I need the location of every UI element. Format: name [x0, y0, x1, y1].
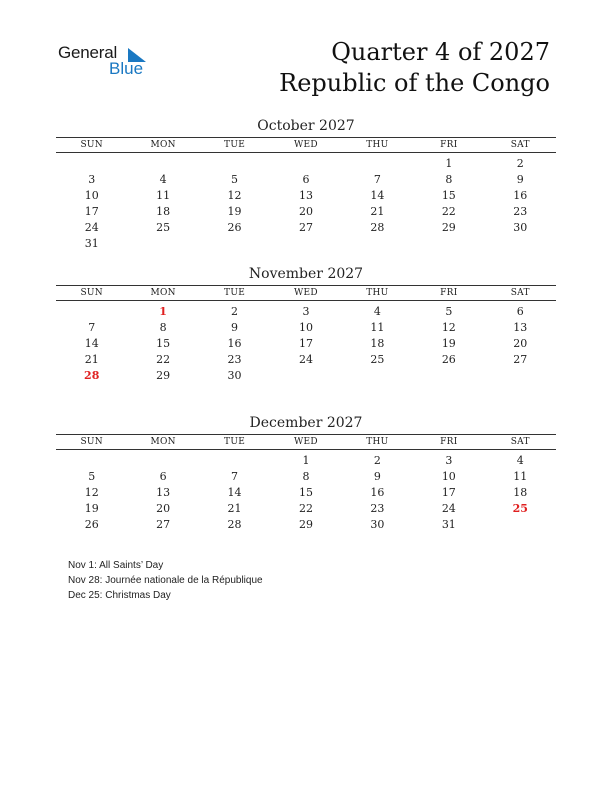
month-title: October 2027 [257, 118, 355, 134]
day-cell: 17 [298, 336, 313, 350]
day-cell: 10 [298, 320, 313, 334]
day-cell: 7 [373, 172, 381, 186]
calendar-table [56, 434, 556, 532]
week-row [56, 319, 556, 335]
day-cell: 11 [513, 469, 528, 483]
weekday-header: THU [342, 138, 413, 153]
day-cell: 17 [441, 485, 456, 499]
day-cell: 19 [441, 336, 456, 350]
day-cell: 18 [156, 204, 171, 218]
week-row [56, 153, 556, 172]
week-row [56, 351, 556, 367]
day-cell: 5 [231, 172, 239, 186]
empty-day-cell [342, 367, 413, 383]
week-row [56, 171, 556, 187]
day-cell: 19 [227, 204, 242, 218]
empty-day-cell [413, 367, 484, 383]
day-cell: 20 [156, 501, 171, 515]
week-row [56, 450, 556, 469]
week-row [56, 516, 556, 532]
week-row [56, 235, 556, 251]
day-cell: 8 [159, 320, 167, 334]
day-cell: 20 [513, 336, 528, 350]
day-cell: 8 [302, 469, 310, 483]
day-cell: 14 [227, 485, 242, 499]
empty-day-cell [199, 235, 270, 251]
weekday-header: WED [270, 286, 341, 301]
day-cell: 28 [370, 220, 385, 234]
empty-day-cell [485, 516, 556, 532]
day-cell: 24 [298, 352, 313, 366]
empty-day-cell [56, 153, 127, 172]
day-cell: 10 [84, 188, 99, 202]
empty-day-cell [56, 301, 127, 320]
day-cell: 30 [370, 517, 385, 531]
day-cell: 12 [84, 485, 99, 499]
day-cell: 30 [513, 220, 528, 234]
weekday-header: SAT [485, 286, 556, 301]
weekday-header: FRI [413, 138, 484, 153]
day-cell: 3 [88, 172, 96, 186]
day-cell: 27 [513, 352, 528, 366]
day-cell: 28 [227, 517, 242, 531]
weekday-header: SUN [56, 435, 127, 450]
day-cell: 4 [516, 453, 524, 467]
holiday-day-cell: 1 [159, 304, 167, 318]
day-cell: 29 [156, 368, 171, 382]
day-cell: 10 [441, 469, 456, 483]
weekday-header: THU [342, 286, 413, 301]
weekday-header: SAT [485, 435, 556, 450]
holiday-day-cell: 28 [84, 368, 100, 382]
empty-day-cell [342, 235, 413, 251]
day-cell: 21 [84, 352, 99, 366]
day-cell: 2 [373, 453, 381, 467]
day-cell: 4 [373, 304, 381, 318]
day-cell: 6 [302, 172, 310, 186]
day-cell: 19 [84, 501, 99, 515]
page-title [279, 37, 550, 99]
day-cell: 9 [231, 320, 239, 334]
day-cell: 15 [156, 336, 171, 350]
day-cell: 16 [370, 485, 385, 499]
empty-day-cell [485, 367, 556, 383]
day-cell: 13 [298, 188, 313, 202]
day-cell: 15 [441, 188, 456, 202]
empty-day-cell [127, 450, 198, 469]
empty-day-cell [127, 153, 198, 172]
day-cell: 15 [298, 485, 313, 499]
logo-word-blue: Blue [109, 59, 144, 78]
day-cell: 9 [373, 469, 381, 483]
day-cell: 14 [370, 188, 385, 202]
day-cell: 23 [513, 204, 528, 218]
day-cell: 26 [84, 517, 99, 531]
month-october [56, 116, 556, 251]
day-cell: 11 [370, 320, 385, 334]
day-cell: 6 [516, 304, 524, 318]
week-row [56, 301, 556, 320]
empty-day-cell [413, 235, 484, 251]
day-cell: 29 [298, 517, 313, 531]
empty-day-cell [199, 450, 270, 469]
weekday-header: TUE [199, 286, 270, 301]
empty-day-cell [56, 450, 127, 469]
day-cell: 22 [298, 501, 313, 515]
holiday-note: Dec 25: Christmas Day [68, 590, 171, 601]
weekday-header: FRI [413, 286, 484, 301]
day-cell: 1 [302, 453, 310, 467]
empty-day-cell [485, 235, 556, 251]
day-cell: 24 [441, 501, 456, 515]
day-cell: 18 [370, 336, 385, 350]
weekday-header: MON [127, 286, 198, 301]
day-cell: 31 [84, 236, 99, 250]
day-cell: 22 [441, 204, 456, 218]
week-row [56, 500, 556, 516]
day-cell: 16 [513, 188, 528, 202]
weekday-header: WED [270, 138, 341, 153]
day-cell: 17 [84, 204, 99, 218]
holiday-day-cell: 25 [512, 501, 528, 515]
day-cell: 27 [298, 220, 313, 234]
day-cell: 6 [159, 469, 167, 483]
weekday-header: TUE [199, 138, 270, 153]
logo-word-general: General [58, 43, 118, 62]
empty-day-cell [342, 153, 413, 172]
day-cell: 12 [441, 320, 456, 334]
month-title: December 2027 [249, 415, 363, 431]
weekday-header: THU [342, 435, 413, 450]
month-title: November 2027 [248, 266, 364, 282]
day-cell: 26 [441, 352, 456, 366]
day-cell: 2 [231, 304, 239, 318]
day-cell: 7 [88, 320, 96, 334]
holiday-notes [68, 558, 263, 603]
day-cell: 23 [370, 501, 385, 515]
weekday-header: SUN [56, 286, 127, 301]
weekday-header: TUE [199, 435, 270, 450]
empty-day-cell [127, 235, 198, 251]
day-cell: 24 [84, 220, 99, 234]
empty-day-cell [270, 235, 341, 251]
day-cell: 2 [516, 156, 524, 170]
day-cell: 12 [227, 188, 242, 202]
day-cell: 27 [156, 517, 171, 531]
day-cell: 5 [445, 304, 453, 318]
day-cell: 3 [302, 304, 310, 318]
day-cell: 11 [156, 188, 171, 202]
week-row [56, 203, 556, 219]
day-cell: 16 [227, 336, 242, 350]
day-cell: 1 [445, 156, 453, 170]
weekday-header: SUN [56, 138, 127, 153]
week-row [56, 367, 556, 383]
day-cell: 4 [159, 172, 167, 186]
day-cell: 22 [156, 352, 171, 366]
day-cell: 21 [370, 204, 385, 218]
day-cell: 3 [445, 453, 453, 467]
week-row [56, 219, 556, 235]
day-cell: 21 [227, 501, 242, 515]
empty-day-cell [270, 153, 341, 172]
weekday-header: MON [127, 138, 198, 153]
day-cell: 25 [370, 352, 385, 366]
week-row [56, 468, 556, 484]
calendar-table [56, 285, 556, 383]
day-cell: 13 [156, 485, 171, 499]
holiday-note: Nov 28: Journée nationale de la République [68, 575, 263, 586]
day-cell: 5 [88, 469, 96, 483]
empty-day-cell [199, 153, 270, 172]
week-row [56, 484, 556, 500]
week-row [56, 335, 556, 351]
calendar-table [56, 137, 556, 251]
weekday-header: SAT [485, 138, 556, 153]
empty-day-cell [270, 367, 341, 383]
day-cell: 8 [445, 172, 453, 186]
day-cell: 31 [441, 517, 456, 531]
week-row [56, 187, 556, 203]
day-cell: 23 [227, 352, 242, 366]
title-country: Republic of the Congo [279, 69, 550, 97]
month-december [56, 413, 556, 532]
day-cell: 13 [513, 320, 528, 334]
title-quarter: Quarter 4 of 2027 [331, 38, 550, 66]
weekday-header: FRI [413, 435, 484, 450]
holiday-note: Nov 1: All Saints’ Day [68, 560, 164, 571]
day-cell: 18 [513, 485, 528, 499]
day-cell: 26 [227, 220, 242, 234]
day-cell: 14 [84, 336, 99, 350]
weekday-header: MON [127, 435, 198, 450]
day-cell: 29 [441, 220, 456, 234]
day-cell: 25 [156, 220, 171, 234]
day-cell: 20 [298, 204, 313, 218]
day-cell: 7 [231, 469, 239, 483]
day-cell: 9 [516, 172, 524, 186]
day-cell: 30 [227, 368, 242, 382]
weekday-header: WED [270, 435, 341, 450]
month-november [56, 264, 556, 383]
generalblue-logo [58, 43, 158, 83]
